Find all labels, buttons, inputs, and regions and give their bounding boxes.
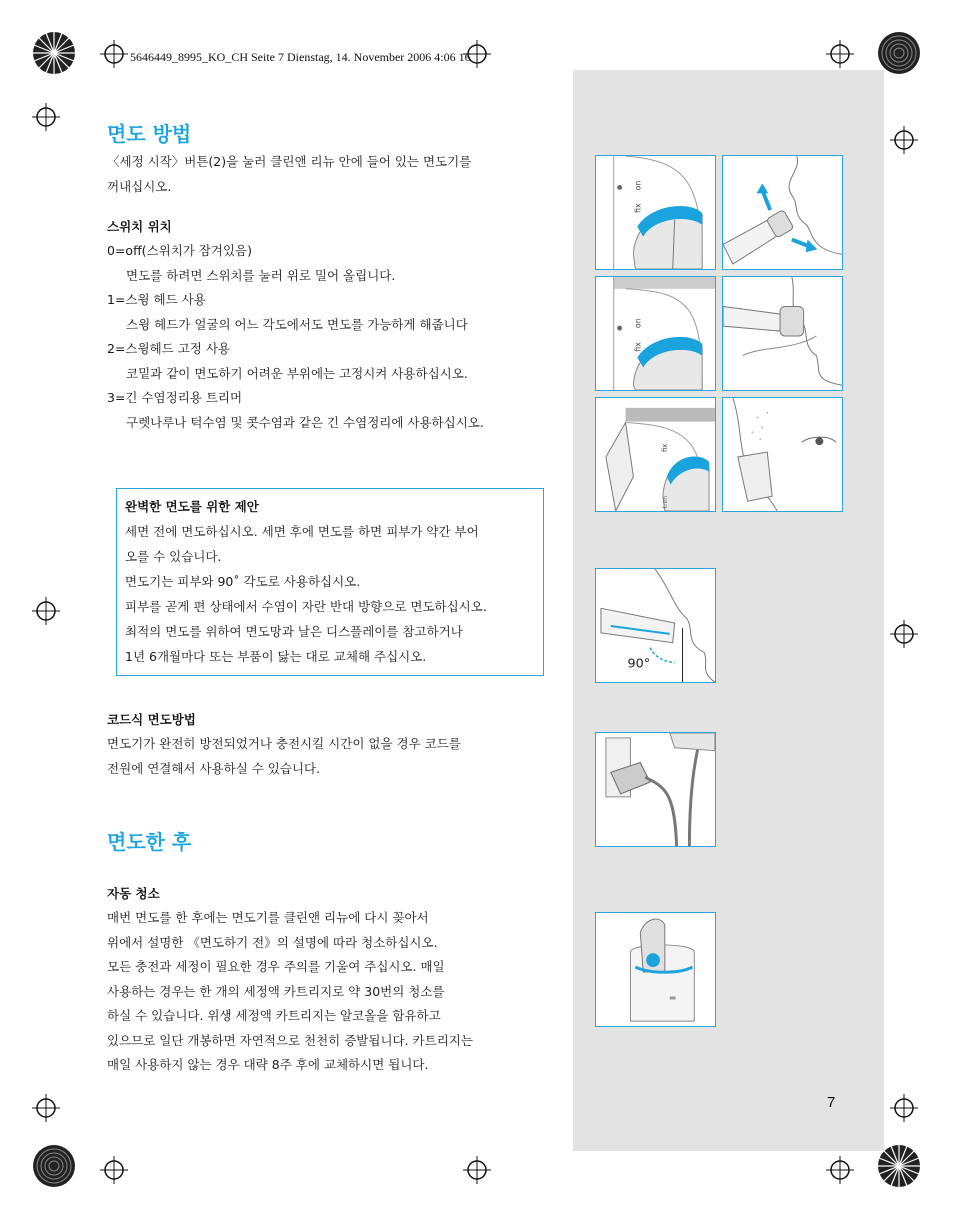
figure-switch-fix — [595, 276, 716, 391]
crosshair-mark-left-upper — [32, 103, 60, 131]
tips-line: 최적의 면도를 위하여 면도망과 날은 디스플레이를 참고하거나 — [125, 624, 463, 639]
auto-clean-line: 매일 사용하지 않는 경우 대략 8주 후에 교체하시면 됩니다. — [107, 1057, 429, 1072]
figure-trimmer-switch — [595, 397, 716, 512]
print-header-line: 5646449_8995_KO_CH Seite 7 Dienstag, 14. November 2006 4:06 16 — [130, 50, 471, 64]
tips-line: 1년 6개월마다 또는 부품이 닳는 대로 교체해 주십시오. — [125, 649, 427, 664]
shaving-intro-line-2: 꺼내십시오. — [107, 178, 172, 194]
figure-shaving-chin — [722, 155, 843, 270]
auto-clean-line: 위에서 설명한 《면도하기 전》의 설명에 따라 청소하십시오. — [107, 934, 438, 950]
crosshair-mark-right-upper — [890, 126, 918, 154]
corded-section — [107, 708, 557, 781]
after-shaving-title: 면도한 후 — [107, 830, 192, 854]
after-shaving-section — [107, 828, 557, 1078]
figure-switch-on — [595, 155, 716, 270]
switch-line: 스윙 헤드가 얼굴의 어느 각도에서도 면도를 가능하게 해줍니다 — [126, 316, 468, 332]
crosshair-mark-left-middle — [32, 597, 60, 625]
shaving-title: 면도 방법 — [107, 122, 192, 146]
crosshair-mark-right-lower — [890, 1094, 918, 1122]
auto-clean-line: 있으므로 일단 개봉하면 자연적으로 천천히 증발됩니다. 카트리지는 — [107, 1032, 473, 1048]
angle-label: 90° — [627, 656, 651, 672]
corded-line: 면도기가 완전히 방전되었거나 충전시킬 시간이 없을 경우 코드를 — [107, 736, 461, 751]
tips-line: 오를 수 있습니다. — [125, 549, 222, 564]
switch-line: 면도를 하려면 스위치를 눌러 위로 밀어 올립니다. — [126, 267, 396, 283]
shaving-section — [107, 120, 557, 435]
corded-line: 전원에 연결해서 사용하실 수 있습니다. — [107, 760, 321, 776]
switch-line: 0=off(스위치가 잠겨있음) — [107, 243, 253, 258]
figure-90-degree-angle — [595, 568, 716, 683]
crosshair-mark-bottom-center — [463, 1156, 491, 1184]
switch-line: 코밑과 같이 면도하기 어려운 부위에는 고정시켜 사용하십시오. — [126, 365, 468, 381]
registration-mark-top-right — [877, 31, 921, 75]
switch-label-trim: trim — [662, 495, 669, 509]
shaving-intro-line-1: 〈세정 시작〉버튼(2)을 눌러 클린앤 리뉴 안에 들어 있는 면도기를 — [107, 154, 472, 169]
tips-box — [116, 488, 544, 676]
tips-line: 면도기는 피부와 90˚ 각도로 사용하십시오. — [125, 574, 361, 589]
tips-title: 완벽한 면도를 위한 제안 — [125, 499, 259, 514]
tips-line: 세면 전에 면도하십시오. 세면 후에 면도를 하면 피부가 약간 부어 — [125, 524, 479, 539]
switch-label-on: on — [633, 318, 643, 329]
switch-line: 3=긴 수염정리용 트리머 — [107, 390, 243, 405]
auto-clean-line: 사용하는 경우는 한 개의 세정액 카트리지로 약 30번의 청소를 — [107, 983, 445, 999]
auto-clean-title: 자동 청소 — [107, 886, 160, 901]
switch-label-on: on — [633, 180, 643, 191]
crosshair-mark-left-lower — [32, 1094, 60, 1122]
crosshair-mark-top-left — [100, 40, 128, 68]
auto-clean-line: 매번 면도를 한 후에는 면도기를 클린앤 리뉴에 다시 꽂아서 — [107, 910, 429, 925]
switch-position-title: 스위치 위치 — [107, 219, 172, 234]
page-number: 7 — [827, 1094, 836, 1111]
switch-line: 1=스윙 헤드 사용 — [107, 292, 206, 307]
crosshair-mark-right-middle — [890, 620, 918, 648]
crosshair-mark-top-right — [826, 40, 854, 68]
auto-clean-line: 모든 충전과 세정이 필요한 경우 주의를 기울여 주십시오. 매일 — [107, 959, 445, 974]
auto-clean-line: 하실 수 있습니다. 위생 세정액 카트리지는 알코올을 함유하고 — [107, 1008, 441, 1023]
switch-label-fix: fix — [633, 342, 643, 352]
figure-shaving-upper-lip — [722, 276, 843, 391]
crosshair-mark-bottom-right — [826, 1156, 854, 1184]
switch-label-fix: fix — [660, 443, 669, 453]
registration-mark-bottom-left — [32, 1144, 76, 1188]
figure-trimming-sideburns — [722, 397, 843, 512]
registration-mark-top-left — [32, 31, 76, 75]
figure-cord-connection — [595, 732, 716, 847]
corded-title: 코드식 면도방법 — [107, 712, 196, 727]
switch-line: 구렛나루나 턱수염 및 콧수염과 같은 긴 수염정리에 사용하십시오. — [126, 414, 484, 430]
crosshair-mark-bottom-left — [100, 1156, 128, 1184]
tips-line: 피부를 곧게 편 상태에서 수염이 자란 반대 방향으로 면도하십시오. — [125, 599, 487, 614]
switch-label-fix: fix — [633, 203, 643, 213]
switch-line: 2=스윙헤드 고정 사용 — [107, 341, 230, 356]
figure-clean-renew-station — [595, 912, 716, 1027]
